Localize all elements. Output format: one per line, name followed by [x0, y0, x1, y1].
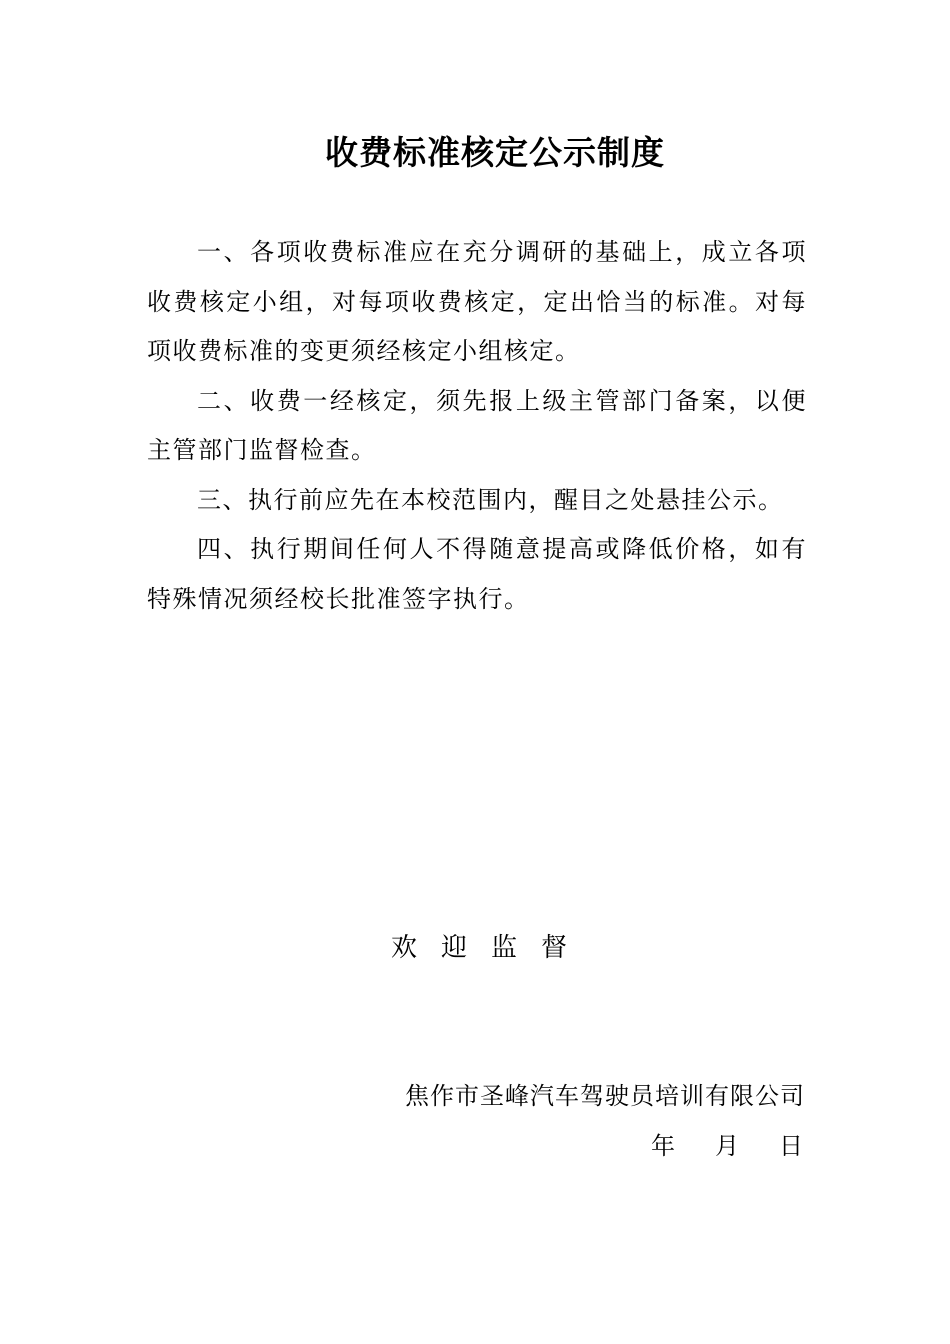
date-year-label: 年 [651, 1132, 675, 1160]
paragraph-2: 二、收费一经核定，须先报上级主管部门备案，以便主管部门监督检查。 [147, 386, 807, 464]
document-title: 收费标准核定公示制度 [325, 133, 665, 172]
paragraph-4: 四、执行期间任何人不得随意提高或降低价格，如有特殊情况须经校长批准签字执行。 [147, 535, 807, 613]
paragraph-3: 三、执行前应先在本校范围内，醒目之处悬挂公示。 [197, 485, 784, 514]
paragraph-1: 一、各项收费标准应在充分调研的基础上，成立各项收费核定小组，对每项收费核定，定出恰当的标准。对每项收费标准的变更须经核定小组核定。 [147, 238, 807, 365]
company-name: 焦作市圣峰汽车驾驶员培训有限公司 [405, 1082, 805, 1110]
welcome-supervision: 欢迎监督 [390, 933, 591, 963]
date-month-label: 月 [715, 1132, 739, 1160]
date-day-label: 日 [779, 1132, 803, 1160]
document-body [147, 228, 807, 624]
date-line [651, 1126, 803, 1166]
